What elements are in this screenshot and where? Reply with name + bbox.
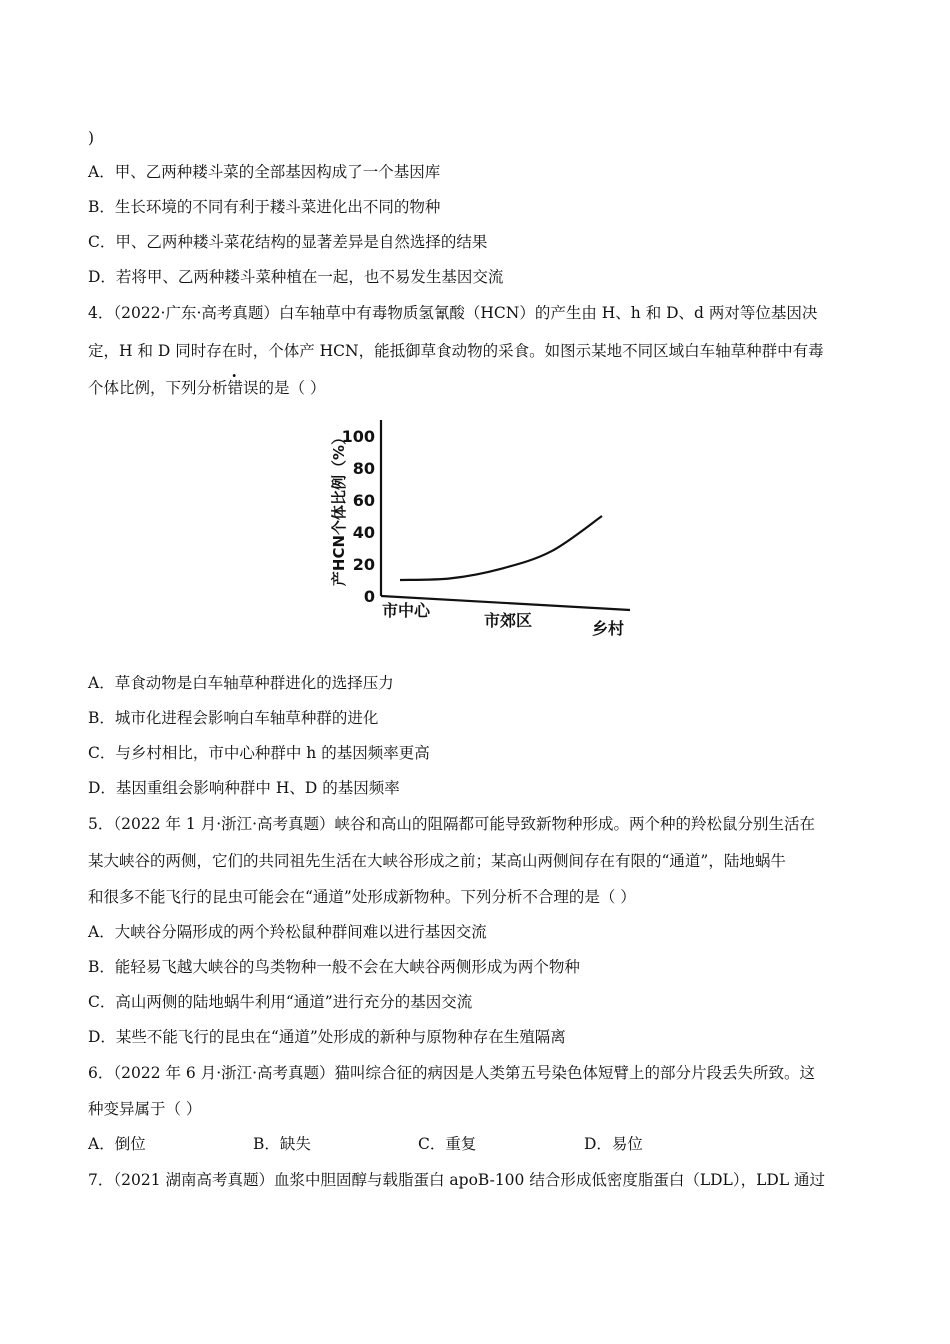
q4-stem-line1: 4．（2022·广东·高考真题）白车轴草中有毒物质氢氰酸（HCN）的产生由 H、h 和 D、d 两对等位基因决 [88, 304, 818, 322]
q5-option-b: B．能轻易飞越大峡谷的鸟类物种一般不会在大峡谷两侧形成为两个物种 [88, 958, 580, 976]
q4-option-a: A．草食动物是白车轴草种群进化的选择压力 [88, 674, 394, 692]
q4-emphasis-word: 错误 [227, 379, 259, 397]
q6-option-d: D．易位 [584, 1135, 643, 1153]
q3-option-b: B．生长环境的不同有利于耧斗菜进化出不同的物种 [88, 198, 441, 216]
q4-option-d: D．基因重组会影响种群中 H、D 的基因频率 [88, 779, 400, 797]
q4-stem-line2: 定，H 和 D 同时存在时，个体产 HCN，能抵御草食动物的采食。如图示某地不同区域白车轴草种群中有毒 [88, 342, 824, 360]
q6-stem-line2: 种变异属于（ ） [88, 1100, 202, 1118]
q3-option-c: C．甲、乙两种耧斗菜花结构的显著差异是自然选择的结果 [88, 233, 488, 251]
y-tick-label: 0 [363, 587, 375, 606]
hcn-chart [318, 408, 638, 640]
q7-stem-line1: 7．（2021 湖南高考真题）血浆中胆固醇与载脂蛋白 apoB-100 结合形成低密度脂蛋白（LDL），LDL 通过 [88, 1171, 826, 1189]
q4-stem-line3 [88, 377, 325, 399]
y-tick-label: 20 [352, 555, 375, 574]
q5-option-a: A．大峡谷分隔形成的两个羚松鼠种群间难以进行基因交流 [88, 923, 487, 941]
q6-option-b: B．缺失 [253, 1135, 311, 1153]
y-tick-label: 60 [352, 491, 375, 510]
y-tick-label: 100 [341, 427, 375, 446]
q4-option-b: B．城市化进程会影响白车轴草种群的进化 [88, 709, 379, 727]
y-tick-label: 40 [352, 523, 375, 542]
q6-option-a: A．倒位 [88, 1135, 146, 1153]
x-category-label: 市郊区 [483, 611, 533, 630]
hcn-curve [400, 516, 602, 580]
x-category-label: 乡村 [591, 619, 625, 638]
q4-option-c: C．与乡村相比，市中心种群中 h 的基因频率更高 [88, 744, 430, 762]
x-category-label: 市中心 [381, 601, 431, 620]
q6-options-row [88, 1133, 643, 1155]
q3-option-a: A．甲、乙两种耧斗菜的全部基因构成了一个基因库 [88, 163, 441, 181]
y-tick-label: 80 [352, 459, 375, 478]
q3-paren-tail: ) [88, 129, 95, 147]
q6-option-c: C．重复 [418, 1135, 477, 1153]
q5-stem-line1: 5．（2022 年 1 月·浙江·高考真题）峡谷和高山的阻隔都可能导致新物种形成。两个种的羚松鼠分别生活在 [88, 815, 816, 833]
q5-stem-line2: 某大峡谷的两侧，它们的共同祖先生活在大峡谷形成之前；某高山两侧间存在有限的“通道”，陆地蜗牛 [88, 852, 786, 870]
q6-stem-line1: 6．（2022 年 6 月·浙江·高考真题）猫叫综合征的病因是人类第五号染色体短臂上的部分片段丢失所致。这 [88, 1064, 816, 1082]
q4-stem-text: 个体比例，下列分析 [88, 379, 228, 397]
q5-option-c: C．高山两侧的陆地蜗牛利用“通道”进行充分的基因交流 [88, 993, 473, 1011]
y-axis-label: 产HCN个体比例（%） [330, 429, 348, 587]
q3-option-d: D．若将甲、乙两种耧斗菜种植在一起，也不易发生基因交流 [88, 268, 504, 286]
q5-option-d: D．某些不能飞行的昆虫在“通道”处形成的新种与原物种存在生殖隔离 [88, 1028, 566, 1046]
q5-stem-line3: 和很多不能飞行的昆虫可能会在“通道”处形成新物种。下列分析不合理的是（ ） [88, 888, 636, 906]
q4-answer-blank: 的是（ ） [258, 379, 326, 397]
